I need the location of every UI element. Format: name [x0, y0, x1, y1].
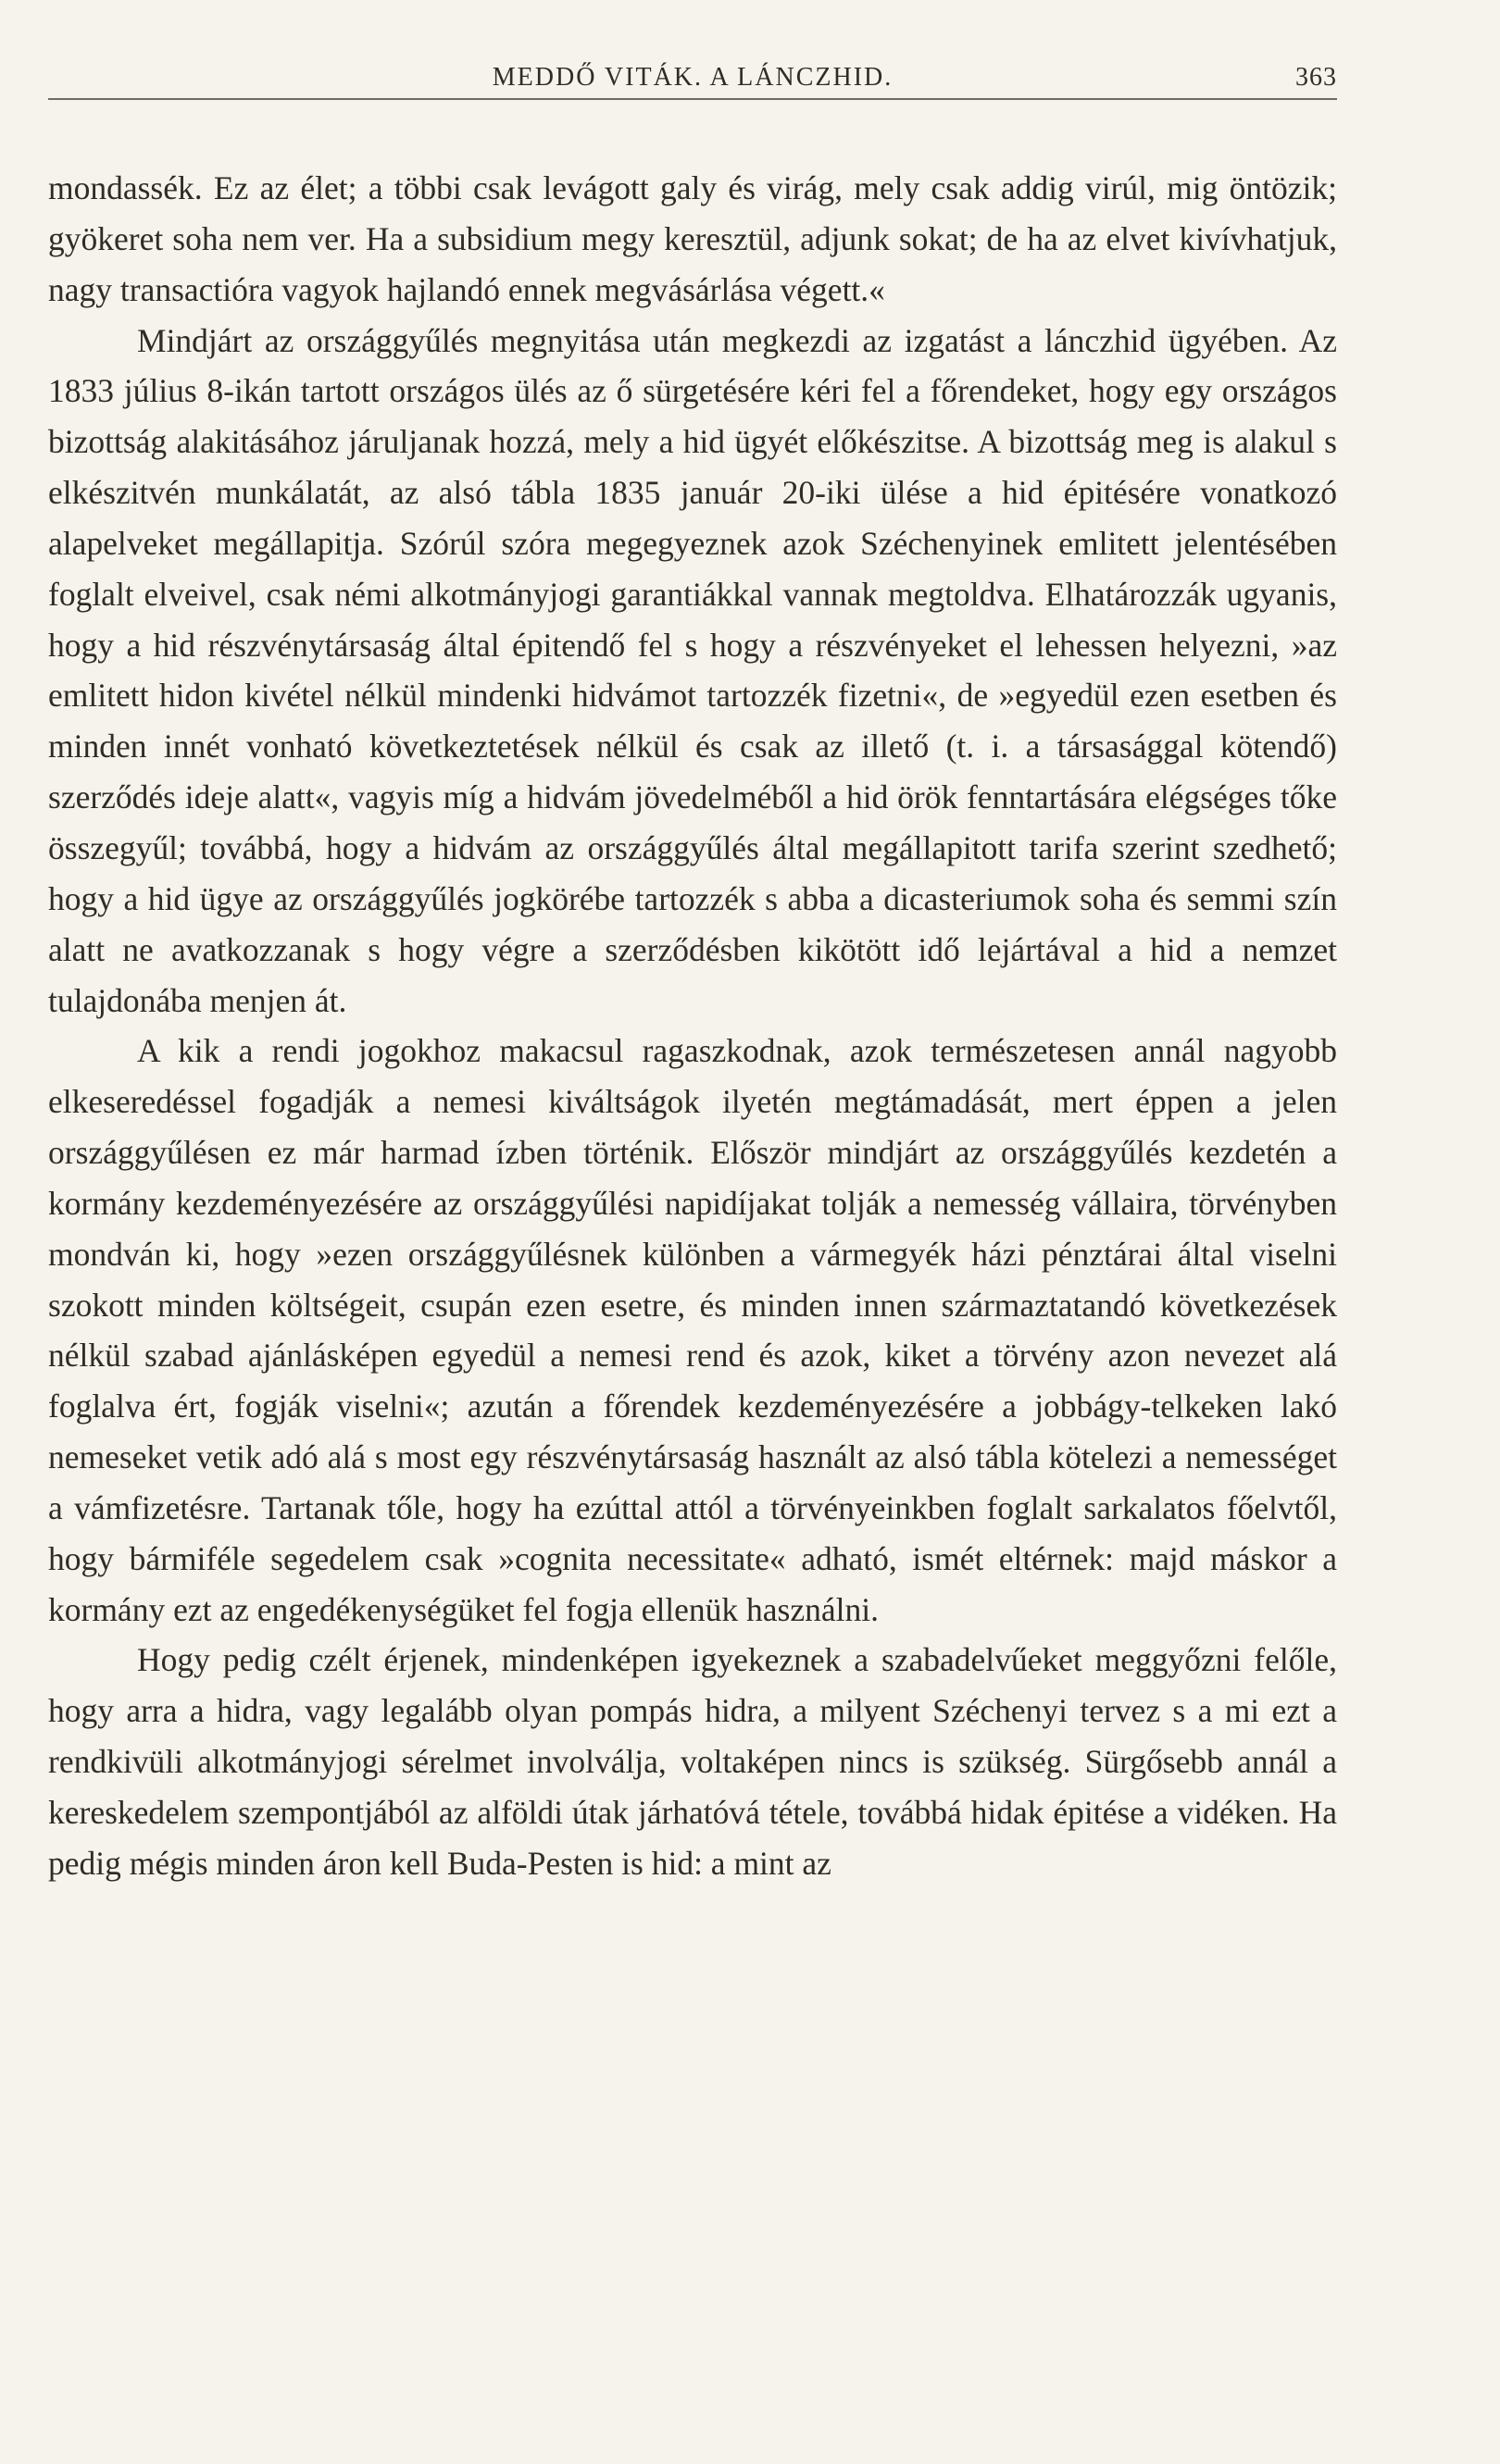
paragraph-continuation: mondassék. Ez az élet; a többi csak levágott galy és virág, mely csak addig virúl, mig öntözik; gyökeret soha nem ver. Ha a subsidium megy keresztül, adjunk sokat; de ha az elvet kivívhatjuk, nagy transactióra vagyok hajlandó ennek megvásárlása végett.«	[48, 169, 1337, 308]
paragraph-lanczhid-initiative: Mindjárt az országgyűlés megnyitása után megkezdi az izgatást a lánczhid ügyében. Az 1833 július 8-ikán tartott országos ülés az ő sürgetésére kéri fel a főrendeket, hogy egy országos bizottság alakitásához járuljanak hozzá, mely a hid ügyét előkészitse. A bizottság meg is alakul s elkészitvén munkálatát, az alsó tábla 1835 január 20-iki ülése a hid épitésére vonatkozó alapelveket megállapitja. Szórúl szóra megegyeznek azok Széchenyinek emlitett jelentésében foglalt elveivel, csak némi alkotmányjogi garantiákkal vannak megtoldva. Elhatározzák ugyanis, hogy a hid részvénytársaság által épitendő fel s hogy a részvényeket el lehessen helyezni, »az emlitett hidon kivétel nélkül mindenki hidvámot tartozzék fizetni«, de »egyedül ezen esetben és minden innét vonható következtetések nélkül és csak az illető (t. i. a társasággal kötendő) szerződés ideje alatt«, vagyis míg a hidvám jövedelméből a hid örök fenntartására elégséges tőke összegyűl; továbbá, hogy a hidvám az országgyűlés által megállapitott tarifa szerint szedhető; hogy a hid ügye az országgyűlés jogkörébe tartozzék s abba a dicasteriumok soha és semmi szín alatt ne avatkozzanak s hogy végre a szerződésben kikötött idő lejártával a hid a nemzet tulajdonába menjen át.	[48, 321, 1337, 1019]
body-text	[48, 163, 1337, 1889]
paragraph-bridge-alternatives: Hogy pedig czélt érjenek, mindenképen igyekeznek a szabadelvűeket meggyőzni felőle, hogy arra a hidra, vagy legalább olyan pompás hidra, a milyent Széchenyi tervez s a mi ezt a rendkivüli alkotmányjogi sérelmet involválja, voltaképen nincs is szükség. Sürgősebb annál a kereskedelem szempontjából az alföldi útak járhatóvá tétele, továbbá hidak épitése a vidéken. Ha pedig mégis minden áron kell Buda-Pesten is hid: a mint az	[48, 1641, 1337, 1882]
running-head: MEDDŐ VITÁK. A LÁNCZHID.	[492, 63, 894, 92]
paragraph-noble-privileges: A kik a rendi jogokhoz makacsul ragaszkodnak, azok természetesen annál nagyobb elkeseredéssel fogadják a nemesi kiváltságok ilyetén megtámadását, mert éppen a jelen országgyűlésen ez már harmad ízben történik. Először mindjárt az országgyűlés kezdetén a kormány kezdeményezésére az országgyűlési napidíjakat tolják a nemesség vállaira, törvényben mondván ki, hogy »ezen országgyűlésnek különben a vármegyék házi pénztárai által viselni szokott minden költségeit, csupán ezen esetre, és minden innen származtatandó következések nélkül szabad ajánlásképen egyedül a nemesi rend és azok, kiket a törvény azon nevezet alá foglalva ért, fogják viselni«; azután a főrendek kezdeményezésére a jobbágy-telkeken lakó nemeseket vetik adó alá s most egy részvénytársaság használt az alsó tábla kötelezi a nemességet a vámfizetésre. Tartanak tőle, hogy ha ezúttal attól a törvényeinkben foglalt sarkalatos főelvtől, hogy bármiféle segedelem csak »cognita necessitate« adható, ismét eltérnek: majd máskor a kormány ezt az engedékenységüket fel fogja ellenük használni.	[48, 1032, 1337, 1628]
page-number: 363	[1295, 63, 1337, 92]
page-header	[48, 57, 1337, 100]
